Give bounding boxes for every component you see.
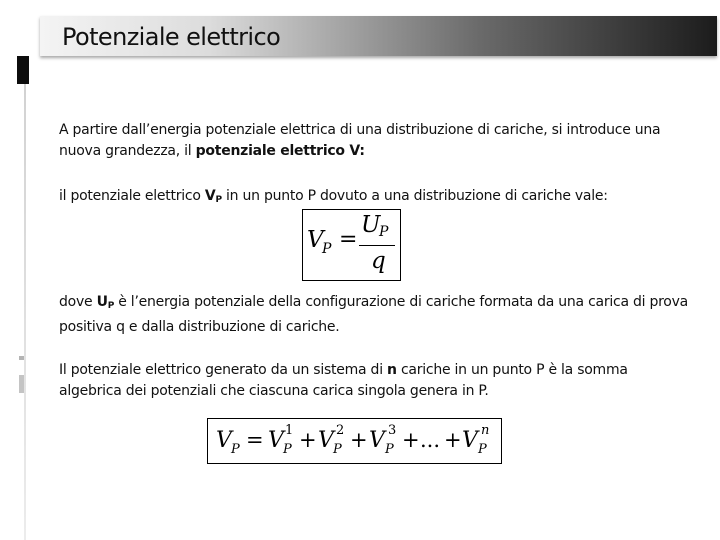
superposition-text-after: cariche in un punto P è la somma algebrica dei potenziali che ciascuna carica singola genera in P. — [59, 362, 628, 399]
f2-term3: V — [369, 428, 385, 453]
f2-term1-sub: P — [283, 442, 292, 457]
f2-plus4: + — [444, 428, 462, 452]
f1-lhs-sub: P — [322, 241, 332, 257]
f2-equals: = — [246, 428, 264, 452]
formula-superposition — [207, 418, 502, 464]
f2-lhs: V — [216, 428, 232, 453]
f2-term-n-sup: n — [481, 423, 490, 438]
f2-term3-sup: 3 — [388, 423, 397, 438]
f1-numerator: U — [361, 212, 381, 238]
f2-term2-sub: P — [333, 442, 342, 457]
paragraph-definition — [59, 186, 689, 211]
definition-bold-sub: P — [215, 195, 222, 205]
definition-text-before: il potenziale elettrico — [59, 188, 205, 204]
f2-term3-sub: P — [385, 442, 394, 457]
explanation-bold-sub: P — [107, 301, 115, 311]
explanation-text-before: dove — [59, 294, 97, 310]
intro-bold: potenziale elettrico V: — [195, 143, 365, 159]
f1-fraction-line — [359, 245, 395, 246]
f2-term1: V — [268, 428, 284, 453]
f2-term-n-sub: P — [478, 442, 487, 457]
f1-numerator-sub: P — [379, 224, 389, 240]
f2-plus3: + — [402, 428, 420, 452]
paragraph-intro — [59, 120, 689, 162]
f2-term2: V — [318, 428, 334, 453]
left-marker-bar — [19, 375, 24, 393]
explanation-text-after: è l’energia potenziale della configurazione di cariche formata da una carica di prova positiva q e dalla distribuzione di cariche. — [59, 294, 688, 335]
superposition-text-before: Il potenziale elettrico generato da un sistema di — [59, 362, 388, 378]
formula-potential-definition — [302, 209, 401, 281]
superposition-bold: n — [387, 362, 397, 378]
f2-lhs-sub: P — [231, 442, 240, 457]
definition-bold-var: V — [204, 188, 216, 204]
f2-term2-sup: 2 — [336, 423, 345, 438]
paragraph-superposition — [59, 360, 689, 402]
explanation-bold-var: U — [96, 294, 108, 310]
f1-equals: = — [339, 227, 358, 252]
page-title: Potenziale elettrico — [62, 23, 281, 51]
left-accent-block — [17, 56, 29, 84]
left-vertical-rule — [24, 84, 26, 540]
intro-text: A partire dall’energia potenziale elettrica di una distribuzione di cariche, si introduce una nuova grandezza, il — [59, 122, 661, 159]
paragraph-explanation — [59, 292, 689, 338]
f2-plus1: + — [299, 428, 317, 452]
f1-lhs: V — [307, 227, 324, 253]
f2-term1-sup: 1 — [285, 423, 294, 438]
title-bar — [40, 16, 717, 56]
f1-denominator: q — [371, 248, 386, 274]
left-marker-small — [19, 356, 24, 360]
f2-plus2: + — [350, 428, 368, 452]
definition-text-after: in un punto P dovuto a una distribuzione di cariche vale: — [221, 188, 608, 204]
f2-ellipsis: ... — [420, 428, 441, 452]
f2-term-n: V — [462, 428, 478, 453]
